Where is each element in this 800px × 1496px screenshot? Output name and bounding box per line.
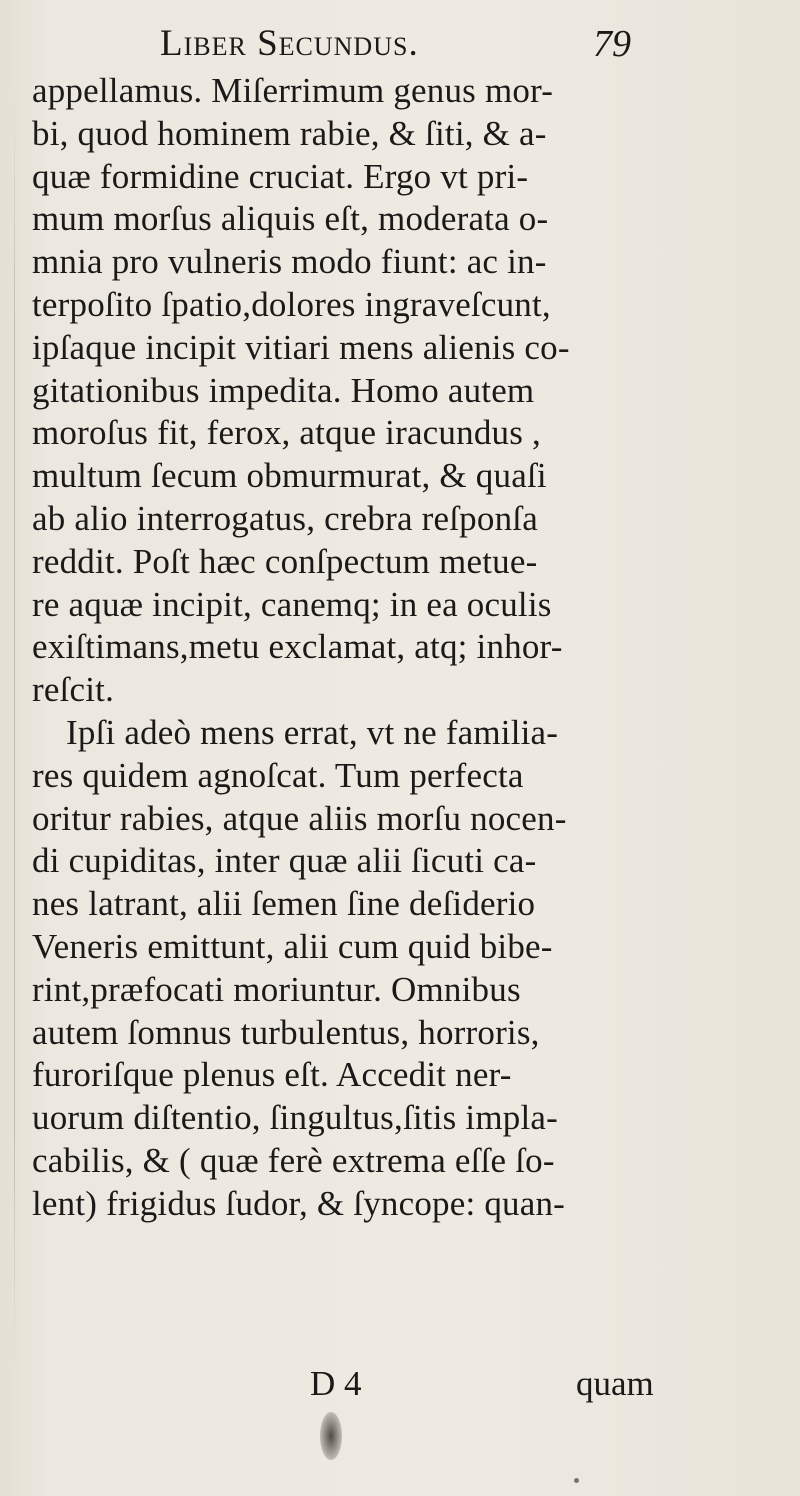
gutter-shadow — [14, 90, 15, 1370]
text-line: Veneris emittunt, alii cum quid bibe- — [32, 926, 553, 966]
text-line: re aquæ incipit, canemq; in ea oculis — [32, 584, 552, 624]
text-line: reſcit. — [32, 670, 115, 710]
text-line: autem ſomnus turbulentus, horroris, — [32, 1012, 540, 1052]
text-line: quæ formidine cruciat. Ergo vt pri- — [32, 156, 529, 196]
running-title: Liber Secundus. — [160, 23, 419, 64]
text-line: appellamus. Miſerrimum genus mor- — [32, 71, 554, 110]
text-line: oritur rabies, atque aliis morſu nocen- — [32, 798, 567, 838]
body-text — [32, 70, 800, 1226]
catchword: quam — [576, 1364, 654, 1403]
text-line: mum morſus aliquis eſt, moderata o- — [32, 199, 549, 239]
page-number: 79 — [593, 23, 631, 65]
text-line: rint,præfocati moriuntur. Omnibus — [32, 969, 521, 1009]
text-line: furoriſque plenus eſt. Accedit ner- — [32, 1055, 512, 1095]
text-line: uorum diſtentio, ſingultus,ſitis impla- — [32, 1098, 558, 1138]
paragraph-start-line: Ipſi adeò mens errat, vt ne familia- — [66, 712, 559, 752]
text-line: reddit. Poſt hæc conſpectum metue- — [32, 541, 538, 581]
text-line: mnia pro vulneris modo fiunt: ac in- — [32, 242, 547, 282]
ink-speck — [574, 1478, 579, 1483]
text-line: ab alio interrogatus, crebra reſponſa — [32, 498, 538, 538]
text-line: cabilis, & ( quæ ferè extrema eſſe ſo- — [32, 1140, 555, 1180]
text-line: exiſtimans,metu exclamat, atq; inhor- — [32, 627, 563, 667]
text-line: res quidem agnoſcat. Tum perfecta — [32, 755, 524, 795]
text-line: moroſus fit, ferox, atque iracundus , — [32, 413, 541, 453]
text-line: di cupiditas, inter quæ alii ſicuti ca- — [32, 841, 537, 881]
text-line: ipſaque incipit vitiari mens alienis co- — [32, 327, 570, 367]
ink-blot — [320, 1412, 342, 1460]
text-line: terpoſito ſpatio,dolores ingraveſcunt, — [32, 284, 551, 324]
text-line: gitationibus impedita. Homo autem — [32, 370, 535, 410]
text-line: nes latrant, alii ſemen ſine deſiderio — [32, 884, 536, 924]
signature-mark: D 4 — [310, 1364, 362, 1403]
text-line: lent) frigidus ſudor, & ſyncope: quan- — [32, 1183, 566, 1223]
page-footer — [0, 1364, 800, 1414]
text-line: multum ſecum obmurmurat, & quaſi — [32, 456, 547, 496]
text-line: bi, quod hominem rabie, & ſiti, & a- — [32, 113, 547, 153]
